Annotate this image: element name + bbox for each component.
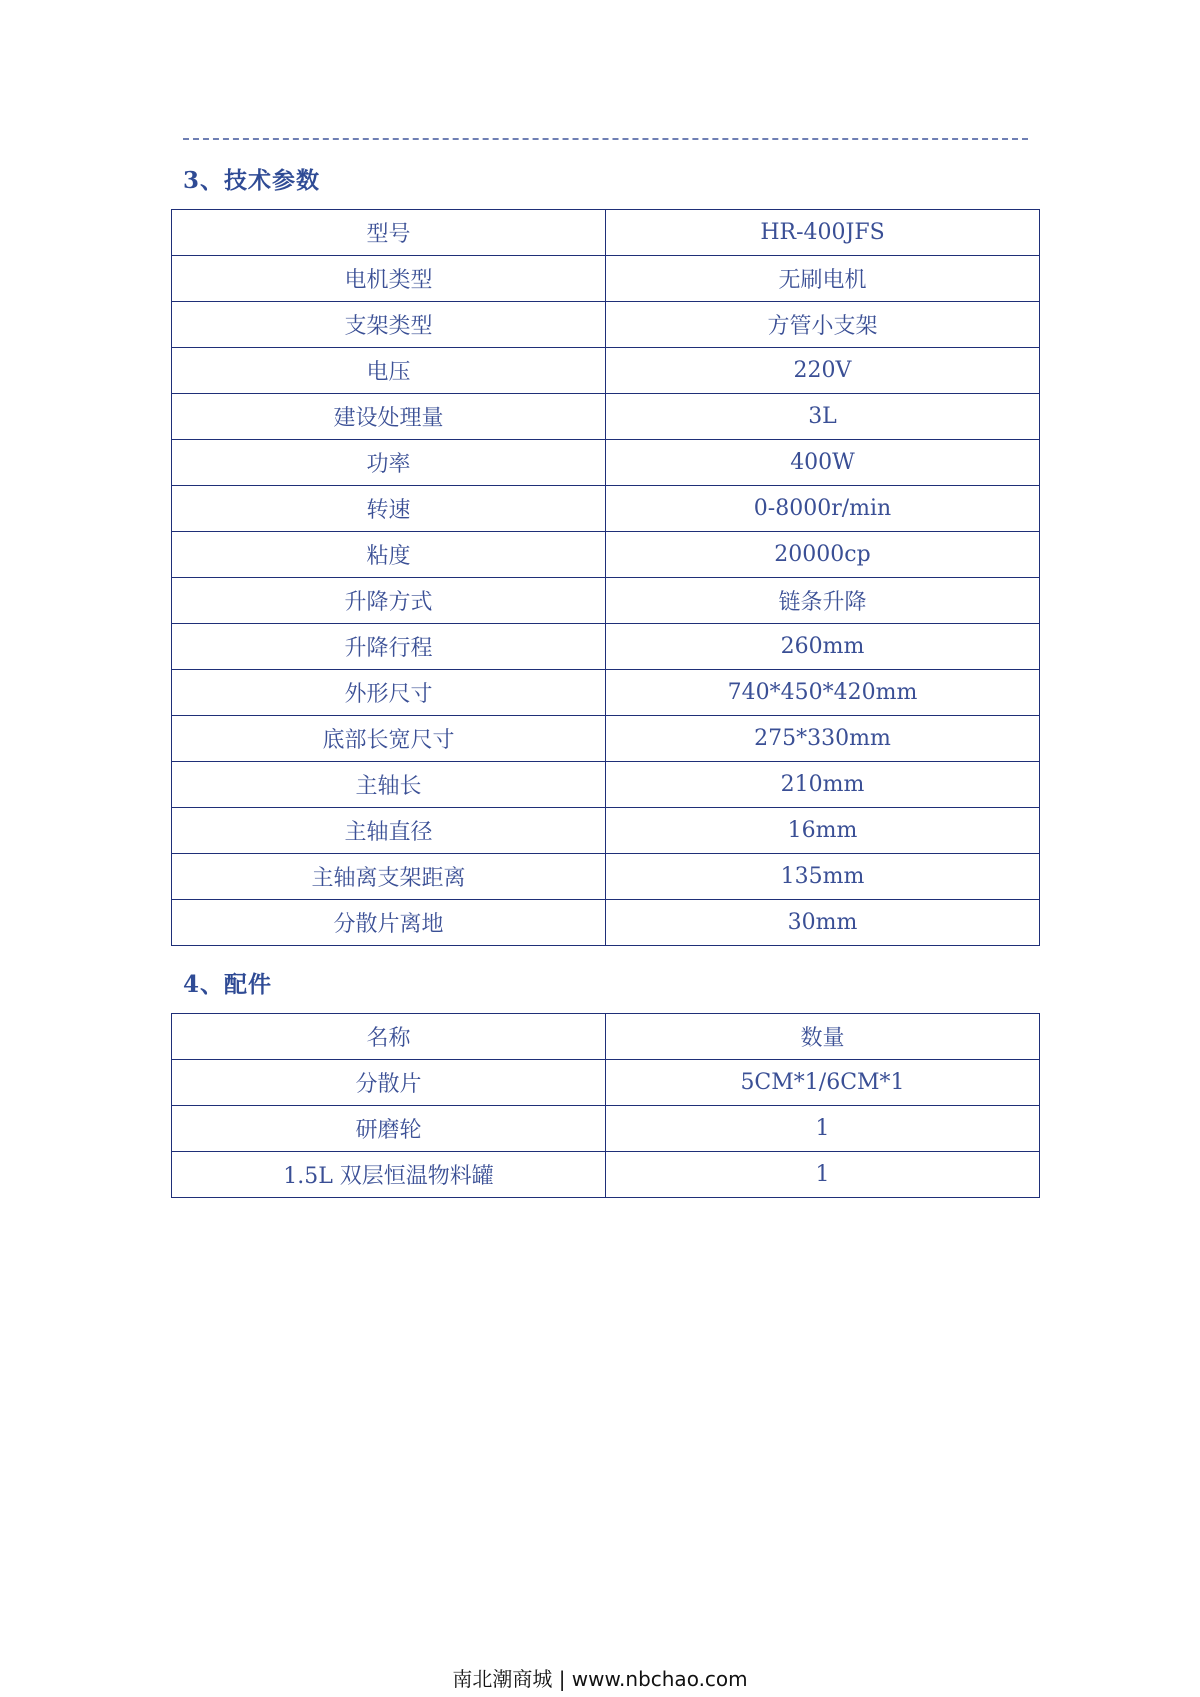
page-footer: 南北潮商城 | www.nbchao.com bbox=[452, 1667, 748, 1691]
spec-row-label-cell: 主轴直径 bbox=[172, 808, 606, 854]
spec-row-value-cell: 0-8000r/min bbox=[606, 486, 1040, 532]
spec-row-value-cell: 275*330mm bbox=[606, 716, 1040, 762]
spec-row-label-cell: 主轴长 bbox=[172, 762, 606, 808]
spec-row-value-cell: 210mm bbox=[606, 762, 1040, 808]
spec-row-label-cell: 粘度 bbox=[172, 532, 606, 578]
spec-row bbox=[172, 486, 1040, 532]
spec-row-label-cell: 升降行程 bbox=[172, 624, 606, 670]
spec-row-label-cell: 底部长宽尺寸 bbox=[172, 716, 606, 762]
spec-row-value-cell: 220V bbox=[606, 348, 1040, 394]
spec-row-value-cell: 400W bbox=[606, 440, 1040, 486]
spec-row-label-cell: 升降方式 bbox=[172, 578, 606, 624]
accessories-table bbox=[171, 1013, 1040, 1198]
spec-row-label-cell: 主轴离支架距离 bbox=[172, 854, 606, 900]
accessory-row-qty-cell: 1 bbox=[606, 1106, 1040, 1152]
spec-row-label-cell: 外形尺寸 bbox=[172, 670, 606, 716]
dashed-divider bbox=[183, 138, 1028, 140]
spec-row-value-cell: 链条升降 bbox=[606, 578, 1040, 624]
tech-params-table-body bbox=[172, 210, 1040, 946]
spec-row-value-cell: 260mm bbox=[606, 624, 1040, 670]
section-heading-accessories: 4、配件 bbox=[183, 971, 273, 998]
spec-row-label-cell: 建设处理量 bbox=[172, 394, 606, 440]
column-header-quantity: 数量 bbox=[606, 1014, 1040, 1060]
spec-row-label-cell: 型号 bbox=[172, 210, 606, 256]
spec-row bbox=[172, 256, 1040, 302]
spec-row bbox=[172, 854, 1040, 900]
accessory-row-name-cell: 研磨轮 bbox=[172, 1106, 606, 1152]
accessory-row bbox=[172, 1152, 1040, 1198]
spec-row-value-cell: 30mm bbox=[606, 900, 1040, 946]
spec-row-label-cell: 电机类型 bbox=[172, 256, 606, 302]
accessory-row-qty-cell: 1 bbox=[606, 1152, 1040, 1198]
spec-row bbox=[172, 348, 1040, 394]
spec-row-value-cell: 135mm bbox=[606, 854, 1040, 900]
spec-row bbox=[172, 302, 1040, 348]
spec-row bbox=[172, 578, 1040, 624]
spec-row-value-cell: 16mm bbox=[606, 808, 1040, 854]
spec-row-value-cell: 无刷电机 bbox=[606, 256, 1040, 302]
accessory-row-name-cell: 1.5L 双层恒温物料罐 bbox=[172, 1152, 606, 1198]
spec-row bbox=[172, 716, 1040, 762]
accessory-row-name-cell: 分散片 bbox=[172, 1060, 606, 1106]
section-heading-tech-params: 3、技术参数 bbox=[183, 167, 321, 194]
accessory-row bbox=[172, 1106, 1040, 1152]
spec-row-value-cell: HR-400JFS bbox=[606, 210, 1040, 256]
spec-row-label-cell: 分散片离地 bbox=[172, 900, 606, 946]
spec-row-label-cell: 支架类型 bbox=[172, 302, 606, 348]
spec-row bbox=[172, 532, 1040, 578]
spec-row-label-cell: 转速 bbox=[172, 486, 606, 532]
spec-row-value-cell: 740*450*420mm bbox=[606, 670, 1040, 716]
spec-row-value-cell: 20000cp bbox=[606, 532, 1040, 578]
spec-row bbox=[172, 394, 1040, 440]
accessory-row-qty-cell: 5CM*1/6CM*1 bbox=[606, 1060, 1040, 1106]
spec-row-value-cell: 3L bbox=[606, 394, 1040, 440]
accessories-table-body bbox=[172, 1060, 1040, 1198]
accessories-header-row bbox=[172, 1014, 1040, 1060]
spec-row bbox=[172, 900, 1040, 946]
spec-row-label-cell: 功率 bbox=[172, 440, 606, 486]
spec-row bbox=[172, 624, 1040, 670]
spec-row-label-cell: 电压 bbox=[172, 348, 606, 394]
spec-row bbox=[172, 210, 1040, 256]
spec-row bbox=[172, 440, 1040, 486]
spec-row bbox=[172, 762, 1040, 808]
spec-row bbox=[172, 670, 1040, 716]
accessory-row bbox=[172, 1060, 1040, 1106]
spec-row bbox=[172, 808, 1040, 854]
spec-row-value-cell: 方管小支架 bbox=[606, 302, 1040, 348]
column-header-name: 名称 bbox=[172, 1014, 606, 1060]
tech-params-table bbox=[171, 209, 1040, 946]
